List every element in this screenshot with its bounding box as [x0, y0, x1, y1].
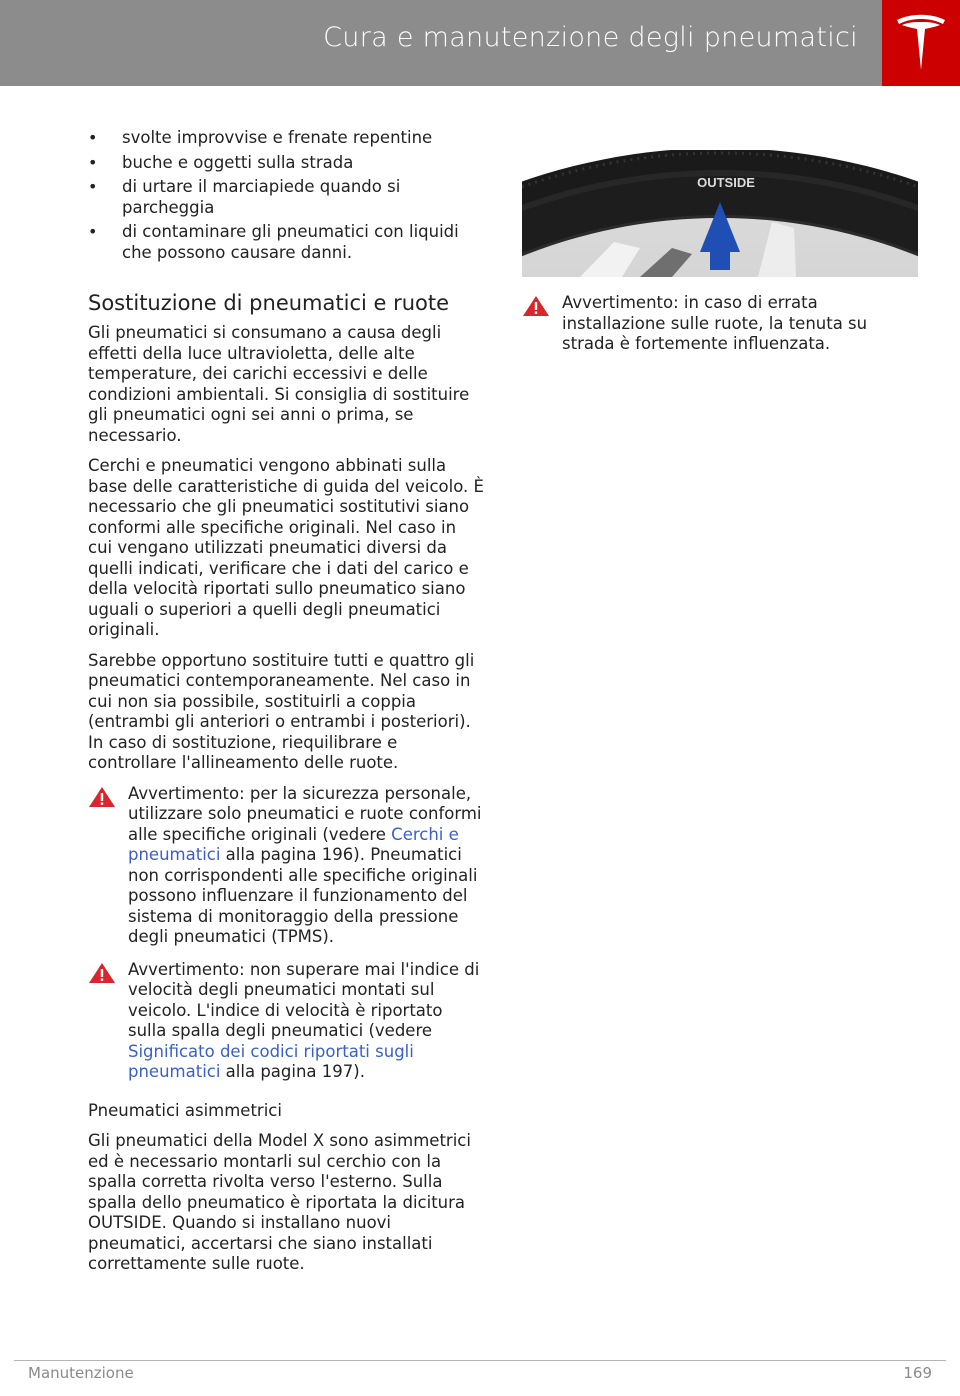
warning-triangle-icon [88, 786, 116, 808]
list-item: • di urtare il marciapiede quando si parcheggia [88, 177, 484, 218]
bullet-list [88, 128, 484, 263]
list-item: • svolte improvvise e frenate repentine [88, 128, 484, 149]
outside-label: OUTSIDE [697, 175, 755, 190]
logo-badge [882, 0, 960, 86]
page-title: Cura e manutenzione degli pneumatici [323, 22, 858, 53]
right-column [522, 150, 918, 367]
paragraph-wear: Gli pneumatici si consumano a causa degli effetti della luce ultravioletta, delle alte temperature, dei carichi eccessivi e delle condizioni ambientali. Si consiglia di sostituire gli pneumatici ogni sei anni o prima, se necessario. [88, 323, 470, 445]
warning-triangle-icon [88, 962, 116, 984]
footer-section: Manutenzione [28, 1364, 134, 1382]
warning-text: Avvertimento: per la sicurezza personale, utilizzare solo pneumatici e ruote conformi alle specifiche originali (vedere [128, 783, 482, 844]
warning-specs [88, 784, 484, 948]
tire-outside-image [522, 150, 918, 277]
page-header [0, 0, 960, 86]
warning-triangle-icon [522, 295, 550, 317]
tesla-logo-icon [895, 14, 947, 72]
section-heading: Sostituzione di pneumatici e ruote [88, 291, 450, 315]
warning-speed-index [88, 960, 484, 1083]
warning-text: Avvertimento: non superare mai l'indice di velocità degli pneumatici montati sul veicolo. L'indice di velocità è riportato sulla spalla degli pneumatici (vedere [128, 959, 480, 1040]
list-item: • buche e oggetti sulla strada [88, 153, 484, 174]
warning-text: alla pagina 196). Pneumatici non corrispondenti alle specifiche originali possono influenzare il funzionamento del sistema di monitoraggio della pressione degli pneumatici (TPMS). [128, 845, 478, 946]
warning-text: alla pagina 197). [220, 1062, 365, 1081]
warning-text: Avvertimento: in caso di errata installazione sulle ruote, la tenuta su strada è fortemente influenzata. [562, 293, 868, 353]
link-significato-codici[interactable]: Significato dei codici riportati sugli pneumatici [128, 1041, 414, 1081]
warning-installation [522, 293, 918, 355]
list-item: • di contaminare gli pneumatici con liquidi che possono causare danni. [88, 222, 484, 263]
subheading-asymmetric: Pneumatici asimmetrici [88, 1100, 282, 1120]
paragraph-asymmetric: Gli pneumatici della Model X sono asimmetrici ed è necessario montarli sul cerchio con la spalla corretta rivolta verso l'esterno. Sulla spalla dello pneumatico è riportata la dicitura OUTSIDE. Quando si installano nuovi pneumatici, accertarsi che siano installati correttamente sulle ruote. [88, 1131, 471, 1273]
page-number: 169 [903, 1364, 932, 1382]
paragraph-replace-all: Sarebbe opportuno sostituire tutti e quattro gli pneumatici contemporaneamente. Nel caso in cui non sia possibile, sostituirli a coppia (entrambi gli anteriori o entrambi i posteriori). In caso di sostituzione, riequilibrare e controllare l'allineamento delle ruote. [88, 650, 475, 772]
left-column [88, 128, 484, 1285]
footer-divider [14, 1360, 946, 1361]
link-cerchi-pneumatici[interactable]: Cerchi e pneumatici [128, 824, 459, 864]
paragraph-matching: Cerchi e pneumatici vengono abbinati sulla base delle caratteristiche di guida del veicolo. È necessario che gli pneumatici sostitutivi siano conformi alle specifiche originali. Nel caso in cui vengano utilizzati pneumatici diversi da quelli indicati, verificare che i dati del carico e della velocità riportati sullo pneumatico siano uguali o superiori a quelli degli pneumatici originali. [88, 456, 484, 639]
